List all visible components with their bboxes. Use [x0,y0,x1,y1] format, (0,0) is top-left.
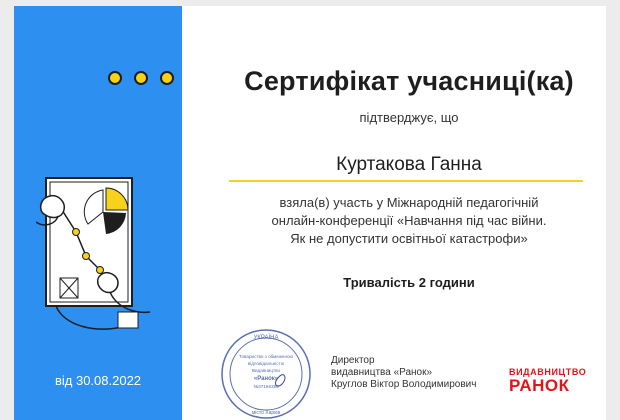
stamp-country: УКРАЇНА [253,335,279,341]
graph-point [73,229,80,236]
certificate-body [212,194,606,248]
certificate-date: від 30.08.2022 [54,373,142,388]
signatory-org: видавництва «Ранок» [331,367,433,378]
certificate-subtitle: підтверджує, що [359,110,459,125]
graph-point [97,267,104,274]
stamp-line: «Ранок» [253,376,279,382]
publisher-logo [509,366,587,395]
stamp-line: відповідальністю [247,361,285,366]
stamp-city: місто Харків [251,410,281,416]
body-line: Як не допустити освітньої катастрофи» [290,231,528,246]
certificate-duration: Тривалість 2 години [343,275,475,290]
body-line: онлайн-конференції «Навчання під час війни. [271,213,547,228]
cable-line [56,306,126,329]
presentation-illustration [36,166,164,338]
publisher-logo-bottom: РАНОК [509,376,570,395]
body-line: взяла(в) участь у Міжнародній педагогічній [279,195,539,210]
participant-name: Куртакова Ганна [336,154,482,175]
name-underline [229,180,583,182]
stamp-line: Видавництво [251,368,281,373]
stamp-code: №37186380 [253,384,279,389]
left-hand [41,196,65,218]
graph-point [83,253,90,260]
stamp-inner-ring [230,338,302,410]
certificate-page [14,6,606,420]
stamp-outer-ring [222,330,310,418]
official-stamp [218,326,314,420]
certificate-title: Сертифікат учасниці(ка) [244,66,574,96]
yellow-dots-icon [107,70,181,86]
signatory-role: Директор [331,355,375,366]
stamp-line: Товариство з обмеженою [239,354,293,359]
small-card [118,312,138,328]
signatory-block [331,355,476,391]
publisher-logo-top: ВИДАВНИЦТВО [509,367,587,377]
right-hand [98,273,118,293]
signatory-name: Круглов Віктор Володимирович [331,379,477,390]
